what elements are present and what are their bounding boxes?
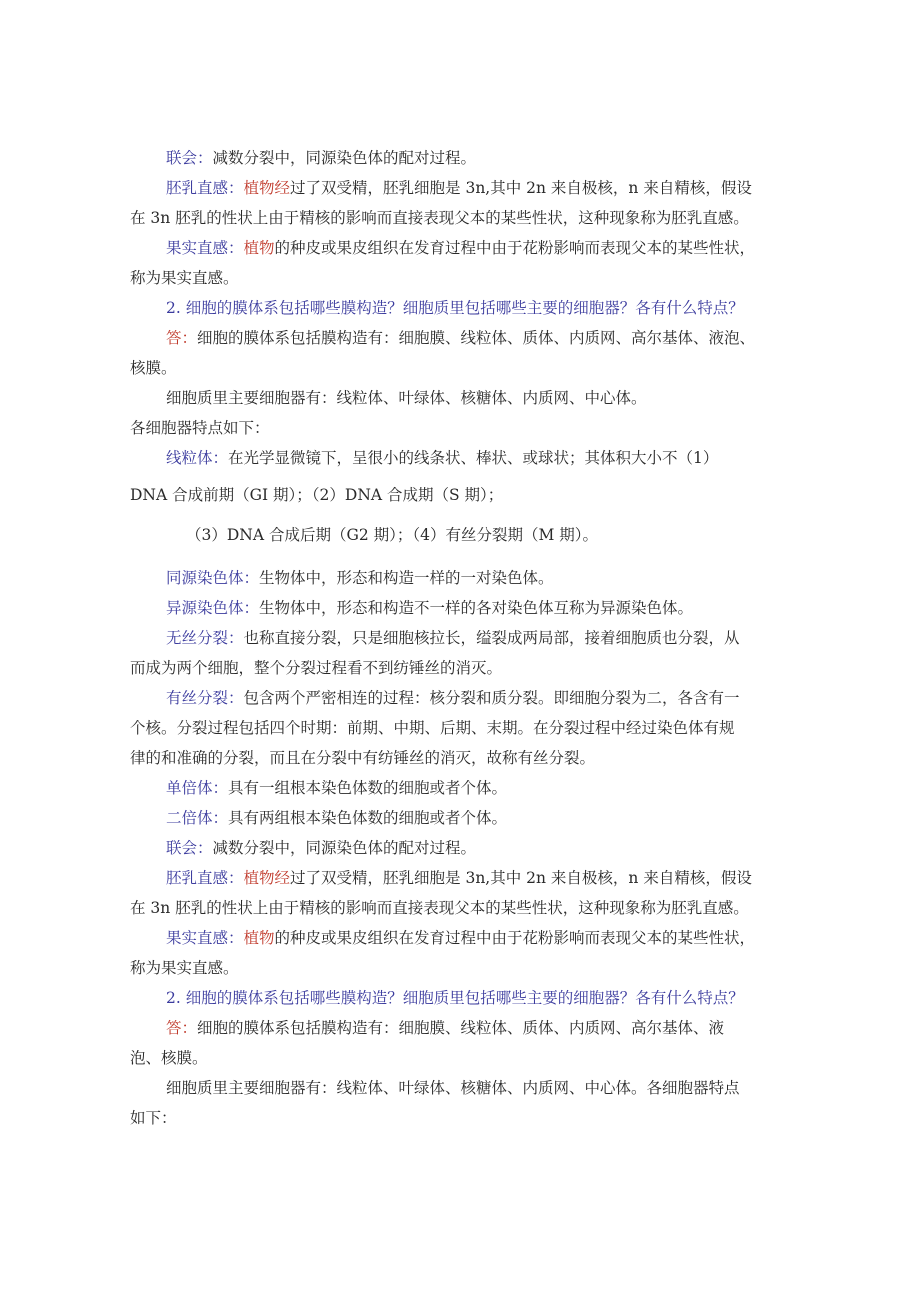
def-mitosis: 包含两个严密相连的过程：核分裂和质分裂。即细胞分裂为二，各含有一 xyxy=(243,689,740,707)
term-amitosis: 无丝分裂： xyxy=(166,629,244,647)
para-homologous xyxy=(166,568,554,590)
para-metaxenia-2 xyxy=(166,928,755,950)
highlight-plant: 植物 xyxy=(243,929,275,947)
para-synapsis-2 xyxy=(166,838,476,860)
def-metaxenia: 的种皮或果皮组织在发育过程中由于花粉影响而表现父本的某些性状， xyxy=(274,239,756,257)
organelles-list-repeat: 细胞质里主要细胞器有：线粒体、叶绿体、核糖体、内质网、中心体。各细胞器特点 xyxy=(166,1079,740,1097)
term-synapsis: 联会： xyxy=(166,149,213,167)
term-xenia: 胚乳直感： xyxy=(166,179,244,197)
para-synapsis-1 xyxy=(166,148,476,170)
question-2: 2. 细胞的膜体系包括哪些膜构造？细胞质里包括哪些主要的细胞器？各有什么特点？ xyxy=(166,299,744,317)
para-metaxenia-1-cont: 称为果实直感。 xyxy=(130,269,239,287)
cell-cycle-phases-2: （3）DNA 合成后期（G2 期）；（4）有丝分裂期（M 期）。 xyxy=(186,526,599,544)
def-haploid: 具有一组根本染色体数的细胞或者个体。 xyxy=(228,779,508,797)
highlight-plant: 植物 xyxy=(243,239,275,257)
term-synapsis: 联会： xyxy=(166,839,213,857)
def-metaxenia: 的种皮或果皮组织在发育过程中由于花粉影响而表现父本的某些性状， xyxy=(274,929,756,947)
para-amitosis xyxy=(166,628,740,650)
answer-2-repeat-cont: 泡、核膜。 xyxy=(130,1049,208,1067)
para-mitosis-cont-2: 律的和准确的分裂，而且在分裂中有纺锤丝的消灭，故称有丝分裂。 xyxy=(130,749,596,767)
organelles-features: 各细胞器特点如下： xyxy=(130,419,270,437)
def-heterologous: 生物体中，形态和构造不一样的各对染色体互称为异源染色体。 xyxy=(259,599,694,617)
def-synapsis: 减数分裂中，同源染色体的配对过程。 xyxy=(212,839,477,857)
answer-label: 答： xyxy=(166,329,198,347)
def-homologous: 生物体中，形态和构造一样的一对染色体。 xyxy=(259,569,554,587)
organelles-list-repeat-cont: 如下： xyxy=(130,1109,177,1127)
para-mitochondria xyxy=(166,448,718,470)
term-mitochondria: 线粒体： xyxy=(166,449,229,467)
para-xenia-1-cont: 在 3n 胚乳的性状上由于精核的影响而直接表现父本的某些性状，这种现象称为胚乳直感。 xyxy=(130,209,749,227)
para-heterologous xyxy=(166,598,693,620)
para-amitosis-cont: 而成为两个细胞，整个分裂过程看不到纺锤丝的消灭。 xyxy=(130,659,503,677)
organelles-list: 细胞质里主要细胞器有：线粒体、叶绿体、核糖体、内质网、中心体。 xyxy=(166,389,647,407)
term-xenia: 胚乳直感： xyxy=(166,869,244,887)
answer-2 xyxy=(166,328,755,350)
def-xenia: 过了双受精，胚乳细胞是 3n,其中 2n 来自极核，n 来自精核，假设 xyxy=(290,869,752,887)
question-2-repeat: 2. 细胞的膜体系包括哪些膜构造？细胞质里包括哪些主要的细胞器？各有什么特点？ xyxy=(166,989,744,1007)
para-diploid xyxy=(166,808,507,830)
para-metaxenia-2-cont: 称为果实直感。 xyxy=(130,959,239,977)
def-mitochondria: 在光学显微镜下，呈很小的线条状、棒状、或球状；其体积大小不（1） xyxy=(228,449,719,467)
answer-label: 答： xyxy=(166,1019,198,1037)
term-homologous: 同源染色体： xyxy=(166,569,260,587)
para-metaxenia-1 xyxy=(166,238,755,260)
def-diploid: 具有两组根本染色体数的细胞或者个体。 xyxy=(228,809,508,827)
para-haploid xyxy=(166,778,507,800)
answer-text: 细胞的膜体系包括膜构造有：细胞膜、线粒体、质体、内质网、高尔基体、液 xyxy=(197,1019,725,1037)
def-amitosis: 也称直接分裂，只是细胞核拉长，缢裂成两局部，接着细胞质也分裂，从 xyxy=(243,629,740,647)
answer-text: 细胞的膜体系包括膜构造有：细胞膜、线粒体、质体、内质网、高尔基体、液泡、 xyxy=(197,329,756,347)
answer-2-repeat xyxy=(166,1018,724,1040)
def-synapsis: 减数分裂中，同源染色体的配对过程。 xyxy=(212,149,477,167)
term-heterologous: 异源染色体： xyxy=(166,599,260,617)
term-metaxenia: 果实直感： xyxy=(166,929,244,947)
para-xenia-1 xyxy=(166,178,752,200)
answer-2-cont: 核膜。 xyxy=(130,359,177,377)
term-metaxenia: 果实直感： xyxy=(166,239,244,257)
highlight-plant: 植物经 xyxy=(243,179,291,197)
highlight-plant: 植物经 xyxy=(243,869,291,887)
para-xenia-2 xyxy=(166,868,752,890)
term-diploid: 二倍体： xyxy=(166,809,229,827)
term-haploid: 单倍体： xyxy=(166,779,229,797)
def-xenia: 过了双受精，胚乳细胞是 3n,其中 2n 来自极核，n 来自精核，假设 xyxy=(290,179,752,197)
para-mitosis xyxy=(166,688,740,710)
para-xenia-2-cont: 在 3n 胚乳的性状上由于精核的影响而直接表现父本的某些性状，这种现象称为胚乳直感。 xyxy=(130,899,749,917)
cell-cycle-phases-1: DNA 合成前期（GI 期）；（2）DNA 合成期（S 期）； xyxy=(130,486,504,504)
para-mitosis-cont-1: 个核。分裂过程包括四个时期：前期、中期、后期、末期。在分裂过程中经过染色体有规 xyxy=(130,719,735,737)
term-mitosis: 有丝分裂： xyxy=(166,689,244,707)
